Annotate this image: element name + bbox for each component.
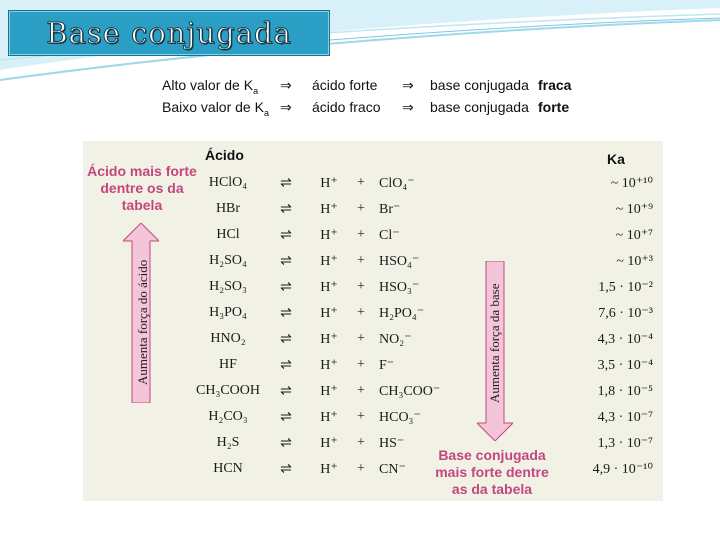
table-row xyxy=(83,197,663,223)
table-row xyxy=(83,171,663,197)
acid-formula: H₂SO₃ xyxy=(209,279,247,294)
plus-sign: + xyxy=(357,279,365,294)
ka-value: ~ 10⁺³ xyxy=(616,254,653,269)
acid-formula: HCl xyxy=(216,227,240,242)
equilibrium-arrow-icon: ⇌ xyxy=(280,410,292,425)
plus-sign: + xyxy=(357,201,365,216)
rule-strength: fraca xyxy=(538,77,572,93)
table-row xyxy=(83,223,663,249)
rule-subscript: a xyxy=(263,107,269,118)
conjugate-base: Cl⁻ xyxy=(379,228,400,243)
acid-formula: H₃PO₄ xyxy=(209,305,247,320)
table-row xyxy=(83,353,663,379)
acid-strength-table xyxy=(83,141,663,501)
conjugate-base: HSO₃⁻ xyxy=(379,280,420,295)
ka-value: 4,3 · 10⁻⁷ xyxy=(597,410,653,425)
ka-value: 7,6 · 10⁻³ xyxy=(598,306,653,321)
conjugate-base: NO₂⁻ xyxy=(379,332,412,347)
acid-formula: HBr xyxy=(215,201,241,216)
plus-sign: + xyxy=(357,409,365,424)
conjugate-base: HSO₄⁻ xyxy=(379,254,420,269)
equilibrium-arrow-icon: ⇌ xyxy=(280,358,292,373)
table-row xyxy=(83,457,663,483)
table-row xyxy=(83,431,663,457)
conjugate-base: H₂PO₄⁻ xyxy=(379,306,425,321)
acid-formula: HCN xyxy=(213,461,243,476)
proton: H⁺ xyxy=(320,436,338,451)
proton: H⁺ xyxy=(320,254,338,269)
equilibrium-arrow-icon: ⇌ xyxy=(280,306,292,321)
proton: H⁺ xyxy=(320,384,338,399)
rule-strength: forte xyxy=(538,99,570,115)
conjugate-base: ClO₄⁻ xyxy=(379,176,415,191)
rule-acid: ácido fraco xyxy=(312,99,381,115)
plus-sign: + xyxy=(357,331,365,346)
equilibrium-arrow-icon: ⇌ xyxy=(280,228,292,243)
strongest-base-note: Base conjugada mais forte dentre as da tabela xyxy=(435,447,549,497)
plus-sign: + xyxy=(357,227,365,242)
page-title: Base conjugada xyxy=(46,16,292,50)
rule-row-weak xyxy=(148,96,590,118)
ka-value: 3,5 · 10⁻⁴ xyxy=(597,358,653,373)
rule-row-strong xyxy=(148,74,590,96)
plus-sign: + xyxy=(357,305,365,320)
proton: H⁺ xyxy=(320,410,338,425)
proton: H⁺ xyxy=(320,358,338,373)
proton: H⁺ xyxy=(320,280,338,295)
column-header-ka: Ka xyxy=(607,151,625,167)
equilibrium-arrow-icon: ⇌ xyxy=(280,280,292,295)
rule-base: base conjugada xyxy=(430,77,529,93)
implies-icon: ⇒ xyxy=(402,77,414,93)
implies-icon: ⇒ xyxy=(402,99,414,115)
column-header-acid: Ácido xyxy=(205,147,244,163)
ka-value: 1,8 · 10⁻⁵ xyxy=(597,384,653,399)
plus-sign: + xyxy=(357,253,365,268)
table-row xyxy=(83,275,663,301)
ka-value: 1,3 · 10⁻⁷ xyxy=(597,436,653,451)
acid-formula: CH₃COOH xyxy=(196,383,260,398)
proton: H⁺ xyxy=(320,332,338,347)
ka-value: ~ 10⁺¹⁰ xyxy=(610,176,653,191)
ka-value: ~ 10⁺⁹ xyxy=(615,202,653,217)
right-axis-label: Aumenta força da base xyxy=(487,283,502,403)
table-row xyxy=(83,327,663,353)
rule-acid: ácido forte xyxy=(312,77,378,93)
title-banner xyxy=(8,10,330,56)
acid-formula: HF xyxy=(219,357,237,372)
ka-value: 1,5 · 10⁻² xyxy=(598,280,653,295)
proton: H⁺ xyxy=(320,202,338,217)
rule-base: base conjugada xyxy=(430,99,529,115)
proton: H⁺ xyxy=(320,462,338,477)
table-row xyxy=(83,301,663,327)
plus-sign: + xyxy=(357,383,365,398)
acid-formula: HNO₂ xyxy=(210,331,246,346)
conjugate-base: CN⁻ xyxy=(379,462,406,477)
equilibrium-arrow-icon: ⇌ xyxy=(280,254,292,269)
left-axis-label: Aumenta força do ácido xyxy=(135,259,150,385)
equilibrium-arrow-icon: ⇌ xyxy=(280,176,292,191)
plus-sign: + xyxy=(357,357,365,372)
rule-left: Baixo valor de K xyxy=(162,99,264,115)
plus-sign: + xyxy=(357,435,365,450)
conjugate-base: F⁻ xyxy=(379,358,395,373)
ka-value: ~ 10⁺⁷ xyxy=(615,228,653,243)
table-row xyxy=(83,379,663,405)
equilibrium-arrow-icon: ⇌ xyxy=(280,436,292,451)
table-row xyxy=(83,405,663,431)
proton: H⁺ xyxy=(320,306,338,321)
equilibrium-arrow-icon: ⇌ xyxy=(280,462,292,477)
ka-value: 4,3 · 10⁻⁴ xyxy=(597,332,653,347)
acid-formula: H₂SO₄ xyxy=(209,253,247,268)
table-row xyxy=(83,249,663,275)
rule-subscript: a xyxy=(253,85,259,96)
implies-icon: ⇒ xyxy=(280,99,292,115)
plus-sign: + xyxy=(357,461,365,476)
strongest-acid-note: Ácido mais forte dentre os da tabela xyxy=(87,163,197,213)
acid-formula: HClO₄ xyxy=(208,175,248,190)
plus-sign: + xyxy=(357,175,365,190)
proton: H⁺ xyxy=(320,228,338,243)
conjugate-base: HS⁻ xyxy=(379,436,405,451)
ka-value: 4,9 · 10⁻¹⁰ xyxy=(592,462,653,477)
ka-rules-box xyxy=(148,70,590,122)
acid-formula: H₂S xyxy=(216,435,240,450)
conjugate-base: Br⁻ xyxy=(379,202,401,217)
proton: H⁺ xyxy=(320,176,338,191)
equilibrium-arrow-icon: ⇌ xyxy=(280,384,292,399)
acid-formula: H₂CO₃ xyxy=(208,409,248,424)
equilibrium-arrow-icon: ⇌ xyxy=(280,332,292,347)
conjugate-base: CH₃COO⁻ xyxy=(379,384,441,399)
conjugate-base: HCO₃⁻ xyxy=(379,410,421,425)
implies-icon: ⇒ xyxy=(280,77,292,93)
equilibrium-arrow-icon: ⇌ xyxy=(280,202,292,217)
rule-left: Alto valor de K xyxy=(162,77,254,93)
